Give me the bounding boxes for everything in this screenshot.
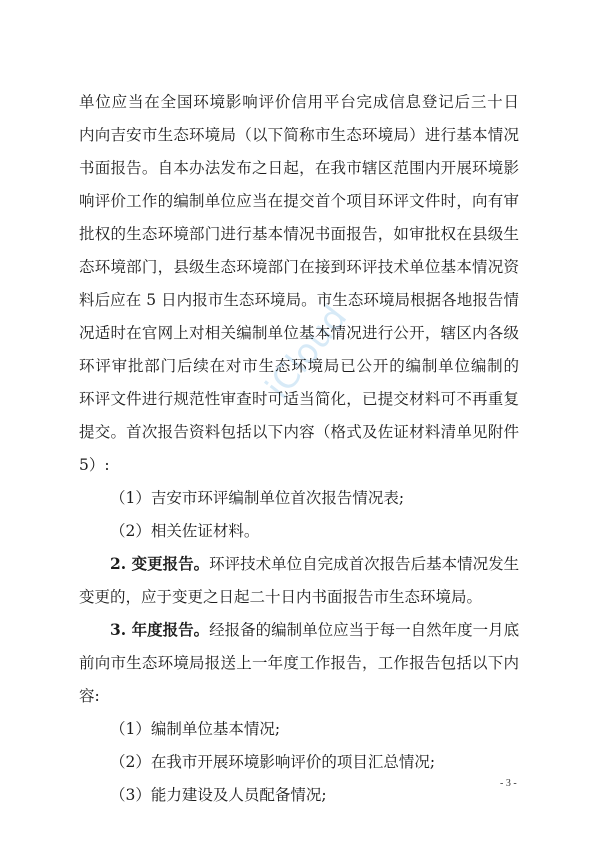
watermark: iCloud bbox=[258, 298, 356, 407]
body-line: 书面报告。自本办法发布之日起，在我市辖区范围内开展环境影 bbox=[79, 159, 519, 177]
list-item: （2）在我市开展环境影响评价的项目汇总情况; bbox=[110, 753, 436, 771]
list-item: （1）吉安市环评编制单位首次报告情况表; bbox=[110, 489, 405, 507]
list-item: （1）编制单位基本情况; bbox=[110, 720, 281, 738]
section-3-text: 经报备的编制单位应当于每一自然年度一月底 bbox=[209, 621, 519, 639]
body-line: 响评价工作的编制单位应当在提交首个项目环评文件时，向有审 bbox=[79, 192, 519, 210]
body-line: 容: bbox=[79, 687, 100, 705]
section-2-heading: 2. 变更报告。 bbox=[110, 554, 210, 573]
body-line: 环评审批部门后续在对市生态环境局已公开的编制单位编制的 bbox=[79, 357, 519, 375]
body-line: 料后应在 5 日内报市生态环境局。市生态环境局根据各地报告情 bbox=[79, 291, 519, 309]
body-line: 提交。首次报告资料包括以下内容（格式及佐证材料清单见附件 bbox=[79, 423, 519, 441]
body-line: 批权的生态环境部门进行基本情况书面报告，如审批权在县级生 bbox=[79, 225, 519, 243]
section-3-heading: 3. 年度报告。 bbox=[110, 620, 210, 639]
body-line: 5）: bbox=[79, 456, 110, 474]
body-line: 态环境部门，县级生态环境部门在接到环评技术单位基本情况资 bbox=[79, 258, 519, 276]
body-line: 单位应当在全国环境影响评价信用平台完成信息登记后三十日 bbox=[79, 93, 519, 111]
body-line: 内向吉安市生态环境局（以下简称市生态环境局）进行基本情况 bbox=[79, 126, 519, 144]
list-item: （2）相关佐证材料。 bbox=[110, 522, 260, 540]
body-line: 况适时在官网上对相关编制单位基本情况进行公开，辖区内各级 bbox=[79, 324, 519, 342]
list-item: （3）能力建设及人员配备情况; bbox=[110, 786, 327, 804]
section-2-paragraph bbox=[110, 554, 519, 574]
body-line: 前向市生态环境局报送上一年度工作报告，工作报告包括以下内 bbox=[79, 654, 519, 672]
page-number: - 3 - bbox=[500, 778, 517, 789]
section-2-text: 环评技术单位自完成首次报告后基本情况发生 bbox=[209, 555, 519, 573]
body-line: 变更的，应于变更之日起二十日内书面报告市生态环境局。 bbox=[79, 588, 483, 606]
section-3-paragraph bbox=[110, 620, 519, 640]
body-line: 环评文件进行规范性审查时可适当简化，已提交材料可不再重复 bbox=[79, 390, 519, 408]
